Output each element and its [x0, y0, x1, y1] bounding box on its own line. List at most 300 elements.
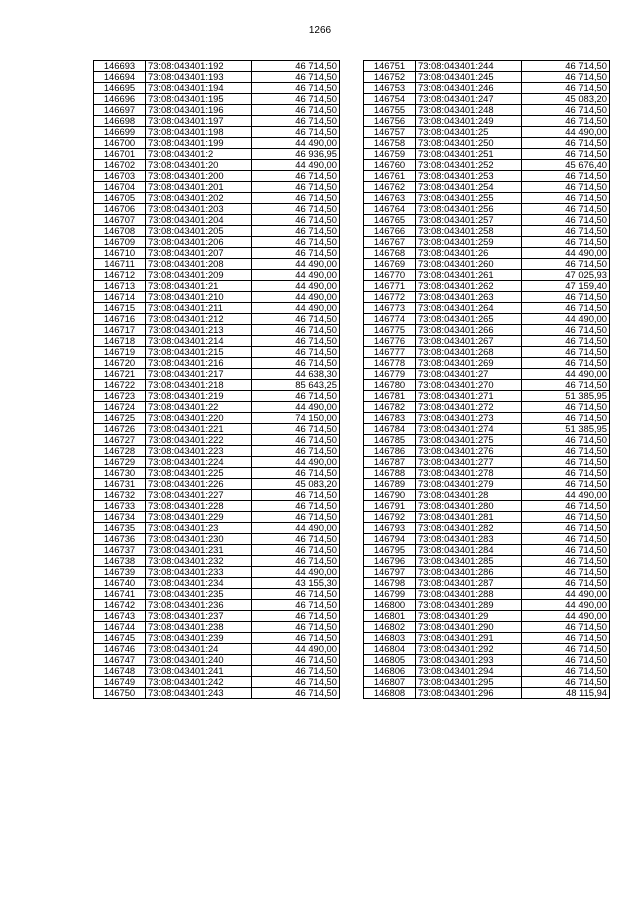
- table-row: [364, 193, 610, 204]
- row-number-cell: 146707: [94, 215, 146, 226]
- value-cell: 46 714,50: [522, 380, 610, 391]
- row-number-cell: 146768: [364, 248, 416, 259]
- value-cell: 46 714,50: [522, 83, 610, 94]
- table-row: [94, 182, 340, 193]
- table-row: [364, 688, 610, 699]
- value-cell: 46 714,50: [522, 116, 610, 127]
- cadastral-number-cell: 73:08:043401:246: [416, 83, 522, 94]
- table-row: [364, 633, 610, 644]
- cadastral-number-cell: 73:08:043401:273: [416, 413, 522, 424]
- row-number-cell: 146693: [94, 61, 146, 72]
- value-cell: 46 714,50: [252, 677, 340, 688]
- value-cell: 46 714,50: [252, 556, 340, 567]
- cadastral-number-cell: 73:08:043401:208: [146, 259, 252, 270]
- cadastral-number-cell: 73:08:043401:221: [146, 424, 252, 435]
- cadastral-number-cell: 73:08:043401:206: [146, 237, 252, 248]
- value-cell: 46 714,50: [252, 534, 340, 545]
- row-number-cell: 146804: [364, 644, 416, 655]
- row-number-cell: 146782: [364, 402, 416, 413]
- table-row: [94, 380, 340, 391]
- cadastral-number-cell: 73:08:043401:249: [416, 116, 522, 127]
- cadastral-number-cell: 73:08:043401:277: [416, 457, 522, 468]
- row-number-cell: 146699: [94, 127, 146, 138]
- value-cell: 44 490,00: [252, 457, 340, 468]
- cadastral-number-cell: 73:08:043401:238: [146, 622, 252, 633]
- cadastral-number-cell: 73:08:043401:284: [416, 545, 522, 556]
- row-number-cell: 146745: [94, 633, 146, 644]
- value-cell: 44 490,00: [252, 281, 340, 292]
- value-cell: 46 714,50: [522, 336, 610, 347]
- value-cell: 44 490,00: [252, 567, 340, 578]
- table-row: [364, 259, 610, 270]
- value-cell: 46 714,50: [522, 226, 610, 237]
- row-number-cell: 146730: [94, 468, 146, 479]
- cadastral-number-cell: 73:08:043401:213: [146, 325, 252, 336]
- value-cell: 46 714,50: [252, 446, 340, 457]
- row-number-cell: 146756: [364, 116, 416, 127]
- cadastral-number-cell: 73:08:043401:286: [416, 567, 522, 578]
- table-row: [364, 567, 610, 578]
- table-row: [94, 655, 340, 666]
- table-row: [364, 369, 610, 380]
- row-number-cell: 146726: [94, 424, 146, 435]
- cadastral-number-cell: 73:08:043401:225: [146, 468, 252, 479]
- table-row: [364, 501, 610, 512]
- row-number-cell: 146702: [94, 160, 146, 171]
- cadastral-number-cell: 73:08:043401:193: [146, 72, 252, 83]
- cadastral-number-cell: 73:08:043401:202: [146, 193, 252, 204]
- value-cell: 46 714,50: [522, 292, 610, 303]
- cadastral-number-cell: 73:08:043401:217: [146, 369, 252, 380]
- cadastral-number-cell: 73:08:043401:283: [416, 534, 522, 545]
- table-row: [94, 270, 340, 281]
- value-cell: 44 490,00: [252, 644, 340, 655]
- value-cell: 46 714,50: [252, 622, 340, 633]
- row-number-cell: 146747: [94, 655, 146, 666]
- cadastral-number-cell: 73:08:043401:214: [146, 336, 252, 347]
- value-cell: 46 714,50: [522, 413, 610, 424]
- cadastral-number-cell: 73:08:043401:229: [146, 512, 252, 523]
- row-number-cell: 146808: [364, 688, 416, 699]
- cadastral-number-cell: 73:08:043401:209: [146, 270, 252, 281]
- table-row: [94, 248, 340, 259]
- table-row: [364, 556, 610, 567]
- cadastral-number-cell: 73:08:043401:23: [146, 523, 252, 534]
- table-row: [364, 589, 610, 600]
- cadastral-number-cell: 73:08:043401:197: [146, 116, 252, 127]
- cadastral-number-cell: 73:08:043401:244: [416, 61, 522, 72]
- table-row: [364, 127, 610, 138]
- value-cell: 46 714,50: [522, 556, 610, 567]
- table-row: [94, 314, 340, 325]
- cadastral-number-cell: 73:08:043401:210: [146, 292, 252, 303]
- table-row: [364, 545, 610, 556]
- value-cell: 46 714,50: [522, 501, 610, 512]
- table-row: [364, 622, 610, 633]
- left-table: [93, 60, 340, 699]
- value-cell: 44 490,00: [252, 259, 340, 270]
- value-cell: 46 714,50: [252, 468, 340, 479]
- table-row: [94, 215, 340, 226]
- value-cell: 46 714,50: [252, 424, 340, 435]
- value-cell: 46 714,50: [252, 435, 340, 446]
- value-cell: 46 714,50: [522, 534, 610, 545]
- cadastral-number-cell: 73:08:043401:258: [416, 226, 522, 237]
- row-number-cell: 146769: [364, 259, 416, 270]
- value-cell: 44 490,00: [252, 270, 340, 281]
- table-row: [94, 61, 340, 72]
- cadastral-number-cell: 73:08:043401:220: [146, 413, 252, 424]
- row-number-cell: 146790: [364, 490, 416, 501]
- table-row: [364, 490, 610, 501]
- value-cell: 74 150,00: [252, 413, 340, 424]
- table-row: [364, 435, 610, 446]
- row-number-cell: 146806: [364, 666, 416, 677]
- table-row: [94, 611, 340, 622]
- value-cell: 46 714,50: [252, 237, 340, 248]
- cadastral-number-cell: 73:08:043401:230: [146, 534, 252, 545]
- cadastral-number-cell: 73:08:043401:296: [416, 688, 522, 699]
- row-number-cell: 146785: [364, 435, 416, 446]
- cadastral-number-cell: 73:08:043401:222: [146, 435, 252, 446]
- table-row: [94, 644, 340, 655]
- row-number-cell: 146721: [94, 369, 146, 380]
- value-cell: 46 714,50: [522, 666, 610, 677]
- value-cell: 51 385,95: [522, 424, 610, 435]
- value-cell: 46 714,50: [252, 204, 340, 215]
- row-number-cell: 146757: [364, 127, 416, 138]
- value-cell: 45 676,40: [522, 160, 610, 171]
- row-number-cell: 146762: [364, 182, 416, 193]
- table-row: [364, 105, 610, 116]
- value-cell: 44 490,00: [252, 402, 340, 413]
- cadastral-number-cell: 73:08:043401:253: [416, 171, 522, 182]
- row-number-cell: 146737: [94, 545, 146, 556]
- cadastral-number-cell: 73:08:043401:21: [146, 281, 252, 292]
- row-number-cell: 146796: [364, 556, 416, 567]
- row-number-cell: 146749: [94, 677, 146, 688]
- cadastral-number-cell: 73:08:043401:262: [416, 281, 522, 292]
- value-cell: 46 714,50: [522, 347, 610, 358]
- row-number-cell: 146786: [364, 446, 416, 457]
- table-row: [94, 435, 340, 446]
- cadastral-number-cell: 73:08:043401:287: [416, 578, 522, 589]
- table-row: [94, 204, 340, 215]
- row-number-cell: 146763: [364, 193, 416, 204]
- table-row: [94, 138, 340, 149]
- table-row: [364, 61, 610, 72]
- cadastral-number-cell: 73:08:043401:226: [146, 479, 252, 490]
- value-cell: 46 714,50: [252, 666, 340, 677]
- value-cell: 46 714,50: [522, 105, 610, 116]
- value-cell: 46 936,95: [252, 149, 340, 160]
- value-cell: 44 490,00: [522, 589, 610, 600]
- cadastral-number-cell: 73:08:043401:2: [146, 149, 252, 160]
- table-row: [94, 567, 340, 578]
- value-cell: 44 490,00: [522, 127, 610, 138]
- row-number-cell: 146718: [94, 336, 146, 347]
- table-row: [364, 380, 610, 391]
- table-row: [94, 633, 340, 644]
- cadastral-number-cell: 73:08:043401:28: [416, 490, 522, 501]
- row-number-cell: 146731: [94, 479, 146, 490]
- table-row: [94, 589, 340, 600]
- table-row: [94, 490, 340, 501]
- table-row: [94, 391, 340, 402]
- value-cell: 46 714,50: [522, 149, 610, 160]
- cadastral-number-cell: 73:08:043401:292: [416, 644, 522, 655]
- row-number-cell: 146776: [364, 336, 416, 347]
- value-cell: 46 714,50: [522, 622, 610, 633]
- value-cell: 46 714,50: [252, 248, 340, 259]
- value-cell: 46 714,50: [522, 545, 610, 556]
- table-row: [94, 226, 340, 237]
- table-row: [364, 116, 610, 127]
- row-number-cell: 146696: [94, 94, 146, 105]
- row-number-cell: 146719: [94, 347, 146, 358]
- value-cell: 46 714,50: [252, 72, 340, 83]
- value-cell: 44 490,00: [522, 600, 610, 611]
- value-cell: 46 714,50: [252, 655, 340, 666]
- table-row: [94, 688, 340, 699]
- row-number-cell: 146781: [364, 391, 416, 402]
- cadastral-number-cell: 73:08:043401:207: [146, 248, 252, 259]
- right-table: [363, 60, 610, 699]
- cadastral-number-cell: 73:08:043401:227: [146, 490, 252, 501]
- table-row: [364, 655, 610, 666]
- cadastral-number-cell: 73:08:043401:282: [416, 523, 522, 534]
- table-row: [94, 369, 340, 380]
- table-row: [364, 292, 610, 303]
- row-number-cell: 146742: [94, 600, 146, 611]
- cadastral-number-cell: 73:08:043401:264: [416, 303, 522, 314]
- cadastral-number-cell: 73:08:043401:22: [146, 402, 252, 413]
- row-number-cell: 146720: [94, 358, 146, 369]
- table-row: [364, 160, 610, 171]
- value-cell: 46 714,50: [252, 116, 340, 127]
- table-row: [364, 336, 610, 347]
- row-number-cell: 146746: [94, 644, 146, 655]
- row-number-cell: 146698: [94, 116, 146, 127]
- row-number-cell: 146784: [364, 424, 416, 435]
- value-cell: 46 714,50: [252, 589, 340, 600]
- row-number-cell: 146722: [94, 380, 146, 391]
- cadastral-number-cell: 73:08:043401:203: [146, 204, 252, 215]
- row-number-cell: 146783: [364, 413, 416, 424]
- value-cell: 46 714,50: [522, 215, 610, 226]
- table-row: [364, 457, 610, 468]
- value-cell: 45 083,20: [522, 94, 610, 105]
- value-cell: 46 714,50: [522, 182, 610, 193]
- cadastral-number-cell: 73:08:043401:25: [416, 127, 522, 138]
- value-cell: 47 025,93: [522, 270, 610, 281]
- value-cell: 46 714,50: [522, 446, 610, 457]
- cadastral-number-cell: 73:08:043401:274: [416, 424, 522, 435]
- table-row: [94, 105, 340, 116]
- row-number-cell: 146774: [364, 314, 416, 325]
- value-cell: 46 714,50: [252, 501, 340, 512]
- value-cell: 44 490,00: [252, 160, 340, 171]
- row-number-cell: 146700: [94, 138, 146, 149]
- value-cell: 46 714,50: [522, 303, 610, 314]
- table-row: [94, 237, 340, 248]
- value-cell: 46 714,50: [252, 193, 340, 204]
- table-row: [364, 677, 610, 688]
- value-cell: 46 714,50: [252, 127, 340, 138]
- table-row: [364, 149, 610, 160]
- cadastral-number-cell: 73:08:043401:235: [146, 589, 252, 600]
- table-row: [364, 248, 610, 259]
- row-number-cell: 146715: [94, 303, 146, 314]
- table-row: [364, 347, 610, 358]
- row-number-cell: 146766: [364, 226, 416, 237]
- cadastral-number-cell: 73:08:043401:259: [416, 237, 522, 248]
- row-number-cell: 146735: [94, 523, 146, 534]
- value-cell: 46 714,50: [252, 391, 340, 402]
- cadastral-number-cell: 73:08:043401:205: [146, 226, 252, 237]
- cadastral-number-cell: 73:08:043401:27: [416, 369, 522, 380]
- table-row: [364, 446, 610, 457]
- cadastral-number-cell: 73:08:043401:218: [146, 380, 252, 391]
- cadastral-number-cell: 73:08:043401:278: [416, 468, 522, 479]
- value-cell: 44 490,00: [522, 369, 610, 380]
- table-row: [94, 512, 340, 523]
- cadastral-number-cell: 73:08:043401:269: [416, 358, 522, 369]
- row-number-cell: 146795: [364, 545, 416, 556]
- table-row: [364, 171, 610, 182]
- cadastral-number-cell: 73:08:043401:281: [416, 512, 522, 523]
- table-row: [94, 534, 340, 545]
- cadastral-number-cell: 73:08:043401:224: [146, 457, 252, 468]
- row-number-cell: 146802: [364, 622, 416, 633]
- cadastral-number-cell: 73:08:043401:20: [146, 160, 252, 171]
- value-cell: 46 714,50: [252, 314, 340, 325]
- cadastral-number-cell: 73:08:043401:243: [146, 688, 252, 699]
- cadastral-number-cell: 73:08:043401:276: [416, 446, 522, 457]
- row-number-cell: 146750: [94, 688, 146, 699]
- row-number-cell: 146697: [94, 105, 146, 116]
- cadastral-number-cell: 73:08:043401:242: [146, 677, 252, 688]
- table-row: [94, 281, 340, 292]
- table-row: [364, 270, 610, 281]
- table-row: [364, 600, 610, 611]
- value-cell: 46 714,50: [522, 567, 610, 578]
- cadastral-number-cell: 73:08:043401:251: [416, 149, 522, 160]
- table-row: [94, 479, 340, 490]
- table-row: [364, 402, 610, 413]
- value-cell: 46 714,50: [252, 94, 340, 105]
- value-cell: 48 115,94: [522, 688, 610, 699]
- cadastral-number-cell: 73:08:043401:192: [146, 61, 252, 72]
- table-row: [94, 600, 340, 611]
- row-number-cell: 146800: [364, 600, 416, 611]
- row-number-cell: 146736: [94, 534, 146, 545]
- value-cell: 46 714,50: [252, 61, 340, 72]
- cadastral-number-cell: 73:08:043401:204: [146, 215, 252, 226]
- value-cell: 46 714,50: [522, 457, 610, 468]
- row-number-cell: 146704: [94, 182, 146, 193]
- table-row: [364, 72, 610, 83]
- cadastral-number-cell: 73:08:043401:271: [416, 391, 522, 402]
- row-number-cell: 146713: [94, 281, 146, 292]
- cadastral-number-cell: 73:08:043401:198: [146, 127, 252, 138]
- row-number-cell: 146773: [364, 303, 416, 314]
- row-number-cell: 146803: [364, 633, 416, 644]
- cadastral-number-cell: 73:08:043401:257: [416, 215, 522, 226]
- row-number-cell: 146801: [364, 611, 416, 622]
- cadastral-number-cell: 73:08:043401:195: [146, 94, 252, 105]
- cadastral-number-cell: 73:08:043401:250: [416, 138, 522, 149]
- value-cell: 46 714,50: [522, 435, 610, 446]
- row-number-cell: 146727: [94, 435, 146, 446]
- cadastral-number-cell: 73:08:043401:236: [146, 600, 252, 611]
- value-cell: 46 714,50: [522, 61, 610, 72]
- value-cell: 46 714,50: [522, 523, 610, 534]
- table-row: [94, 556, 340, 567]
- table-row: [94, 402, 340, 413]
- row-number-cell: 146723: [94, 391, 146, 402]
- table-row: [364, 424, 610, 435]
- value-cell: 46 714,50: [252, 633, 340, 644]
- row-number-cell: 146739: [94, 567, 146, 578]
- value-cell: 46 714,50: [252, 600, 340, 611]
- row-number-cell: 146705: [94, 193, 146, 204]
- value-cell: 46 714,50: [522, 193, 610, 204]
- row-number-cell: 146777: [364, 347, 416, 358]
- cadastral-number-cell: 73:08:043401:215: [146, 347, 252, 358]
- row-number-cell: 146779: [364, 369, 416, 380]
- row-number-cell: 146778: [364, 358, 416, 369]
- table-row: [364, 182, 610, 193]
- row-number-cell: 146740: [94, 578, 146, 589]
- cadastral-number-cell: 73:08:043401:200: [146, 171, 252, 182]
- table-row: [364, 303, 610, 314]
- table-row: [94, 116, 340, 127]
- cadastral-number-cell: 73:08:043401:272: [416, 402, 522, 413]
- cadastral-number-cell: 73:08:043401:260: [416, 259, 522, 270]
- value-cell: 44 638,30: [252, 369, 340, 380]
- row-number-cell: 146751: [364, 61, 416, 72]
- row-number-cell: 146793: [364, 523, 416, 534]
- table-row: [94, 149, 340, 160]
- table-row: [364, 578, 610, 589]
- value-cell: 44 490,00: [522, 314, 610, 325]
- value-cell: 46 714,50: [522, 512, 610, 523]
- table-row: [94, 622, 340, 633]
- table-row: [364, 358, 610, 369]
- value-cell: 46 714,50: [522, 468, 610, 479]
- value-cell: 46 714,50: [522, 72, 610, 83]
- cadastral-number-cell: 73:08:043401:288: [416, 589, 522, 600]
- value-cell: 46 714,50: [252, 490, 340, 501]
- table-row: [364, 314, 610, 325]
- value-cell: 46 714,50: [252, 688, 340, 699]
- row-number-cell: 146758: [364, 138, 416, 149]
- table-row: [94, 446, 340, 457]
- row-number-cell: 146701: [94, 149, 146, 160]
- row-number-cell: 146792: [364, 512, 416, 523]
- cadastral-number-cell: 73:08:043401:254: [416, 182, 522, 193]
- value-cell: 44 490,00: [252, 303, 340, 314]
- row-number-cell: 146695: [94, 83, 146, 94]
- cadastral-number-cell: 73:08:043401:201: [146, 182, 252, 193]
- value-cell: 44 490,00: [522, 490, 610, 501]
- table-row: [364, 94, 610, 105]
- row-number-cell: 146752: [364, 72, 416, 83]
- cadastral-number-cell: 73:08:043401:295: [416, 677, 522, 688]
- cadastral-number-cell: 73:08:043401:265: [416, 314, 522, 325]
- row-number-cell: 146733: [94, 501, 146, 512]
